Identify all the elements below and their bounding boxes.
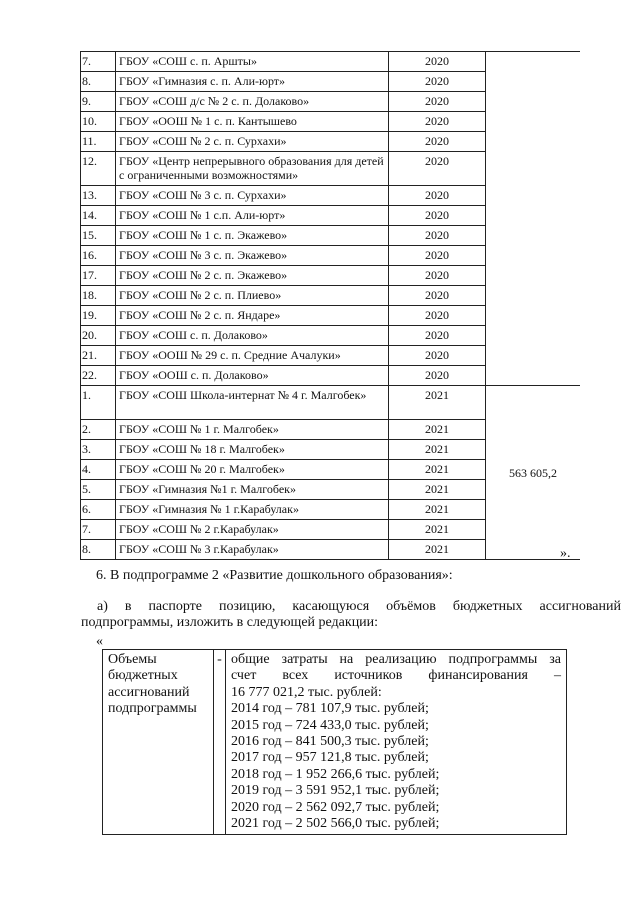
school-name: ГБОУ «СОШ № 3 г.Карабулак» [116,540,389,560]
passport-year-line: 2017 год – 957 121,8 тыс. рублей; [231,750,429,766]
school-name: ГБОУ «СОШ № 3 с. п. Сурхахи» [116,186,389,206]
passport-text-line-2: счет всех источников финансирования – [231,668,561,684]
school-year: 2020 [389,132,486,152]
schools-table-body [81,52,581,560]
school-year: 2021 [389,480,486,500]
school-name: ГБОУ «Гимназия с. п. Али-юрт» [116,72,389,92]
school-name: ГБОУ «СОШ с. п. Аршты» [116,52,389,72]
school-name: ГБОУ «СОШ с. п. Долаково» [116,326,389,346]
passport-year-line: 2021 год – 2 502 566,0 тыс. рублей; [231,816,440,832]
school-name: ГБОУ «СОШ № 1 г. Малгобек» [116,420,389,440]
school-name: ГБОУ «СОШ д/с № 2 с. п. Долаково» [116,92,389,112]
passport-label-cell [103,650,214,835]
row-number: 19. [81,306,116,326]
school-name: ГБОУ «СОШ № 2 с. п. Яндаре» [116,306,389,326]
passport-table [102,649,567,835]
school-year: 2020 [389,306,486,326]
row-number: 16. [81,246,116,266]
section-heading: 6. В подпрограмме 2 «Развитие дошкольного образования»: [96,568,453,583]
school-name: ГБОУ «СОШ № 3 с. п. Экажево» [116,246,389,266]
row-number: 2. [81,420,116,440]
row-number: 22. [81,366,116,386]
school-name: ГБОУ «ООШ с. п. Долаково» [116,366,389,386]
school-name: ГБОУ «СОШ № 2 с. п. Плиево» [116,286,389,306]
school-year: 2020 [389,92,486,112]
school-year: 2020 [389,72,486,92]
school-name: ГБОУ «СОШ Школа-интернат № 4 г. Малгобек» [116,386,389,420]
row-number: 21. [81,346,116,366]
amount-cell-2021: 563 605,2 [486,386,581,560]
paragraph-line-1: а) в паспорте позицию, касающуюся объёмов бюджетных ассигнований [97,599,621,614]
school-year: 2020 [389,366,486,386]
school-year: 2020 [389,112,486,132]
school-name: ГБОУ «Гимназия № 1 г.Карабулак» [116,500,389,520]
passport-label-line: Объемы [108,652,157,667]
row-number: 7. [81,52,116,72]
row-number: 10. [81,112,116,132]
row-number: 8. [81,540,116,560]
school-name: ГБОУ «Гимназия №1 г. Малгобек» [116,480,389,500]
passport-dash-cell: - [214,650,226,835]
row-number: 12. [81,152,116,186]
row-number: 18. [81,286,116,306]
school-year: 2021 [389,460,486,480]
passport-year-line: 2020 год – 2 562 092,7 тыс. рублей; [231,799,440,815]
school-year: 2021 [389,420,486,440]
row-number: 7. [81,520,116,540]
passport-text-line-1: общие затраты на реализацию подпрограммы за [231,652,561,667]
school-name: ГБОУ «СОШ № 2 с. п. Сурхахи» [116,132,389,152]
school-year: 2020 [389,286,486,306]
row-number: 6. [81,500,116,520]
school-year: 2020 [389,246,486,266]
closing-quote: ». [560,546,571,561]
passport-text-cell [226,650,567,835]
school-year: 2021 [389,520,486,540]
school-name: ГБОУ «ООШ № 1 с. п. Кантышево [116,112,389,132]
passport-row [103,650,567,835]
school-year: 2020 [389,52,486,72]
row-number: 1. [81,386,116,420]
passport-label-line: бюджетных [108,668,178,684]
passport-label-line: подпрограммы [108,701,197,717]
table-row [81,386,581,420]
row-number: 3. [81,440,116,460]
school-name: ГБОУ «СОШ № 1 с. п. Экажево» [116,226,389,246]
school-year: 2020 [389,326,486,346]
row-number: 15. [81,226,116,246]
passport-year-line: 2015 год – 724 433,0 тыс. рублей; [231,717,429,733]
row-number: 20. [81,326,116,346]
school-year: 2020 [389,266,486,286]
passport-year-line: 2018 год – 1 952 266,6 тыс. рублей; [231,766,440,782]
passport-year-line: 2016 год – 841 500,3 тыс. рублей; [231,734,429,750]
row-number: 9. [81,92,116,112]
school-year: 2020 [389,346,486,366]
school-year: 2021 [389,540,486,560]
row-number: 5. [81,480,116,500]
schools-table [80,51,580,560]
school-name: ГБОУ «СОШ № 18 г. Малгобек» [116,440,389,460]
school-name: ГБОУ «Центр непрерывного образования для детей с ограниченными возможностями» [116,152,389,186]
passport-year-line: 2014 год – 781 107,9 тыс. рублей; [231,701,429,717]
paragraph-line-2: подпрограммы, изложить в следующей редакции: [81,615,379,630]
row-number: 8. [81,72,116,92]
table-row [81,52,581,72]
row-number: 4. [81,460,116,480]
row-number: 17. [81,266,116,286]
school-name: ГБОУ «СОШ № 2 с. п. Экажево» [116,266,389,286]
school-name: ГБОУ «ООШ № 29 с. п. Средние Ачалуки» [116,346,389,366]
passport-years-list [231,701,561,832]
school-year: 2021 [389,386,486,420]
school-year: 2020 [389,206,486,226]
row-number: 13. [81,186,116,206]
school-year: 2021 [389,500,486,520]
school-year: 2020 [389,152,486,186]
row-number: 11. [81,132,116,152]
instruction-paragraph [81,599,621,631]
school-name: ГБОУ «СОШ № 20 г. Малгобек» [116,460,389,480]
opening-quote: « [96,634,103,649]
school-year: 2020 [389,226,486,246]
school-year: 2020 [389,186,486,206]
passport-year-line: 2019 год – 3 591 952,1 тыс. рублей; [231,783,440,799]
passport-total: 16 777 021,2 тыс. рублей: [231,684,382,700]
row-number: 14. [81,206,116,226]
school-name: ГБОУ «СОШ № 2 г.Карабулак» [116,520,389,540]
amount-cell-2020 [486,52,581,386]
school-name: ГБОУ «СОШ № 1 с.п. Али-юрт» [116,206,389,226]
school-year: 2021 [389,440,486,460]
passport-label-line: ассигнований [108,684,190,700]
